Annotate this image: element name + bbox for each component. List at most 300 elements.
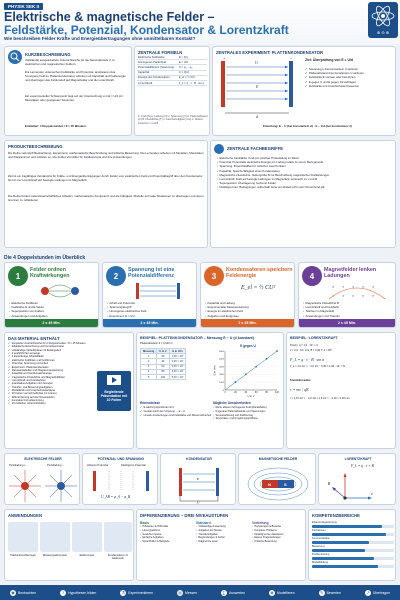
lesson-topic: • Spannungsbegriff (107, 305, 146, 309)
lesson-card-1[interactable] (4, 262, 99, 328)
diagram-label: ELEKTRISCHE FELDER (24, 457, 62, 461)
fach-item: • Kapazität: Speicherfähigkeit eines Kondensators. (217, 169, 330, 173)
erk-title: Erkenntnisse (140, 401, 161, 405)
measurement-table (140, 348, 186, 380)
svg-text:×: × (362, 293, 365, 298)
diagram-label: POTENZIAL UND SPANNUNG (97, 457, 145, 461)
anwendung-item: Massenspektrometer (42, 554, 68, 557)
process-step (177, 590, 197, 596)
kompetenz-bar (312, 533, 394, 536)
diff-item: • Aufgaben auf Niveau (196, 529, 250, 533)
experiment-title: ZENTRALES EXPERIMENT: PLATTENKONDENSATOR (216, 50, 324, 55)
fach-item: • Lorentzkraft: Kraft auf bewegte Ladungen im Magnetfeld, senkrecht zu v und B. (217, 177, 330, 181)
kompetenz-bar (312, 565, 394, 568)
lesson-topics (107, 301, 146, 318)
x-tick-label: 100 (275, 391, 279, 395)
lesson-topic: • Lorentzkraft und Kreisbahn (303, 305, 340, 309)
formula-row (137, 80, 207, 85)
fach-item: • Elektrische Feldstärke: Kraft pro positiver Probeladung im Raum. (217, 156, 330, 160)
material-item: ✔ Potenzial, Spannung und Arbeit (8, 362, 85, 365)
diff-item: • Hilfekarten & Hilfsmittel (140, 525, 194, 529)
table-cell: 2,00 × 10³ (169, 359, 186, 364)
kurz-foot: Enthalten: 4 Doppelstunden / 8 × 45 Minuten. (25, 124, 87, 128)
material-item: ✔ Kapazität und Kondensatorenergie (8, 372, 85, 375)
kompetenz-row (312, 537, 394, 544)
diagram-sub: Höheres Potenzial (87, 464, 109, 467)
lesson-topic: • Aufgaben und Ereignisse (205, 314, 249, 318)
north-label: N (268, 482, 271, 487)
d-label: d (256, 114, 258, 119)
material-item: ✔ quantitative Aufgaben mit Lösungen (8, 382, 85, 385)
produkt-title: PRODUKTBESCHREIBUNG (8, 144, 63, 149)
formula-value: F_L = q · v · B · sin α (178, 80, 207, 85)
lesson-card-2[interactable] (102, 262, 197, 328)
svg-text:×: × (332, 293, 335, 298)
lesson-topic: • Teilchen im Magnetfeld (303, 309, 340, 313)
south-label: S (284, 482, 287, 487)
kompetenz-fill (312, 557, 374, 560)
motor-icon (72, 522, 102, 552)
minus-label: − (290, 57, 293, 61)
kompetenz-label: Modellbildung (312, 560, 329, 564)
lesson-topic: • Experimentelle Datenauswertung (205, 305, 249, 309)
material-list (8, 342, 85, 406)
svg-text:×: × (352, 293, 355, 298)
material-item: ✔ elektrische Feldlinien und Feldformen (8, 359, 85, 362)
process-step-label: Beobachten (18, 590, 37, 595)
table-cell: 5 (141, 374, 157, 379)
lesson-number: 4 (302, 266, 322, 286)
y-tick-label: 2000 (219, 374, 224, 377)
y-tick-label: 1000 (219, 382, 224, 384)
capacitor-icon (169, 466, 229, 504)
formula-key: Homogenes Plattenfeld (137, 60, 178, 65)
capacitor-diagram (160, 453, 236, 505)
kompetenz-bar (312, 541, 394, 544)
lesson-topic: • Elektrische Feldlinien (9, 301, 47, 305)
diff-col-standard (196, 521, 250, 544)
formula-value: E = F/q (178, 55, 207, 60)
diff-item: • Komplexe Probleme (252, 529, 306, 533)
produkt-p3: Die Reihe fördert naturwissenschaftliches Arbeiten, mathematische Kompetenz und die Fähigkeit, Modelle auf reale Situationen zu übertragen und deren Grenzen zu reflektieren. (8, 194, 204, 202)
experiment-step: ✔ Plattenabstand d bei konstantem U variieren (305, 71, 364, 75)
kurz-title: KURZBESCHREIBUNG (25, 52, 71, 57)
table-cell: 4 (141, 369, 157, 374)
process-step-label: Übertragen (373, 590, 390, 595)
unc-item: • Sensorauflösung und Kalibrierung (213, 414, 267, 418)
kurz-p3: Ein experimenteller Schwerpunkt liegt auf der Untersuchung von E = U/d mit Messdaten oder geeigneten Sensoren. (25, 94, 123, 102)
diff-col-head: Standard (196, 521, 211, 525)
lesson-topic: • Superposition von Feldern (9, 309, 47, 313)
kurzbeschreibung-panel (4, 46, 132, 136)
kompetenz-row (312, 553, 394, 560)
svg-text:×: × (352, 284, 355, 289)
material-item: ✔ Lorentzkraft und Kreisbahnen (8, 379, 85, 382)
material-item: ✔ Modellkritik und Unsicherheitsanalyse (8, 389, 85, 392)
material-item: ✔ Transfer- und Bewertungsaufgaben (8, 386, 85, 389)
experiment-step: ✔ E gegen U und E gegen 1/d auftragen (305, 80, 364, 84)
unc-item: • Ungenaue Plattenabstände und Spannungen (213, 410, 267, 414)
beispiel-kondensator-panel (136, 332, 284, 449)
diff-title: DIFFERENZIERUNG – DREI NIVEAUSTUFEN (140, 513, 229, 518)
presentation-label: Begleitende Präsentation mit 10 Folien (100, 390, 128, 403)
x-tick-label: 80 (265, 391, 268, 395)
formula-key: Elektrische Feldstärke (137, 55, 178, 60)
header (0, 0, 400, 44)
potential-plates-icon (89, 469, 153, 493)
lesson-topic: • Experiment: E = U/d (107, 314, 146, 318)
y-tick-label: 3000 (219, 366, 224, 369)
kompetenz-label: Erkenntnisgewinnung (312, 521, 337, 524)
search-icon (8, 50, 22, 64)
beispiel2-given1: Proton: q = 1,6 · 10⁻¹⁹ C (290, 344, 319, 347)
fach-item: • Spannung: Potenzialdifferenz zwischen zwei Punkten. (217, 164, 330, 168)
experiment-step: ✔ Spannung U bei konstantem d variieren (305, 67, 364, 71)
potential-diagram (82, 453, 158, 505)
diagram-sub: Punktladung + (9, 464, 26, 467)
diff-col-vertiefung (252, 521, 306, 544)
magnetic-diagram (238, 453, 316, 505)
table-cell: 2 (141, 359, 157, 364)
kompetenz-fill (312, 565, 378, 568)
table-cell: 20 (157, 354, 169, 359)
beispiel-lorentz-panel (286, 332, 396, 449)
unc-list (213, 406, 267, 421)
cap-u-label: U (197, 500, 200, 504)
differenzierung-panel (136, 509, 306, 581)
diff-item: • Lösungsskizzen (140, 529, 194, 533)
svg-text:×: × (342, 284, 345, 289)
table-cell: 1 (141, 354, 157, 359)
formula-value: E_el = ½ CU² (178, 75, 207, 80)
material-item: ✔ Differenzierung auf drei Niveaustufen (8, 396, 85, 399)
field-lines-icon (30, 281, 90, 301)
plus-label: + (223, 57, 226, 61)
lesson-duration: 2 x 45 Min. (299, 319, 395, 327)
lesson-topic: • Arbeit und Potenzial (107, 301, 146, 305)
formula-key: Kapazität (137, 70, 178, 75)
anwendungen-panel (4, 509, 134, 581)
process-step (221, 590, 245, 596)
process-step-label: Experimentieren (128, 590, 153, 595)
experiment-goal: Ziel: Überprüfung von E = U/d (305, 58, 353, 62)
lesson-title: Magnetfelder lenken Ladungen (324, 267, 377, 279)
lesson-card-4[interactable] (298, 262, 396, 328)
table-cell: 1,00 × 10³ (169, 354, 186, 359)
diff-item: • Transferaufgaben (196, 533, 250, 537)
page-subtitle: Wie beschreiben Felder Kräfte und Energieübertragungen ohne unmittelbaren Kontakt? (4, 36, 196, 41)
table-cell: 60 (157, 364, 169, 369)
point-charge-icon (7, 468, 79, 504)
diff-item: • Diagramme lesen (196, 540, 250, 544)
fach-title: ZENTRALE FACHBEGRIFFE (227, 146, 284, 151)
process-step-label: Bewerten (326, 590, 341, 595)
diff-item: • Vollständige Auswertung (196, 525, 250, 529)
kompetenz-bar (312, 557, 394, 560)
formula-key: Potenzialdifferenz (Spannung) (137, 65, 178, 70)
anwendung-item: Elektromotor (79, 554, 95, 557)
diff-item: • Sprachhilfen & Beispiele (140, 540, 194, 544)
lesson-duration: 2 x 45 Min. (201, 319, 294, 327)
formula-key: Energie des Kondensators (137, 75, 178, 80)
table-cell: 80 (157, 369, 169, 374)
lorentz-result: F_L = 1,6·10⁻¹⁹ · 2,0·10⁶ · 0,30 = 1,96 · 10⁻¹³ N (290, 365, 345, 368)
material-item: ✔ magnetische Flussdichte und Magnetfeldlinien (8, 376, 85, 379)
erk-item: ✔ Gerade durch den Ursprung → E ~ U (140, 410, 211, 414)
magnetic-field-icon (327, 281, 387, 301)
formeln-title: ZENTRALE FORMELN (138, 50, 183, 55)
table-header: U in V (157, 349, 169, 354)
process-step-label: Auswerten (228, 590, 245, 595)
lesson-title: Kondensatoren speichern Feldenergie (226, 267, 293, 279)
diff-item: • Eigene Fragestellungen (252, 536, 306, 540)
lesson-title: Spannung ist eine Potenzialdifferenz (128, 267, 175, 279)
process-step-label: Messen (185, 590, 197, 595)
radius-result: r = 1,67·10⁻²⁷ · 2,0·10⁶ / 1,6·10⁻¹⁹ · 0,30 ≈ 4,18 mm (290, 397, 350, 400)
diagram-label: MAGNETISCHE FELDER (258, 457, 298, 461)
formula-table (137, 55, 207, 86)
produkt-p1: Die Reihe verknüpft Beobachtung, Experiment, mathematische Beschreibung und kritische Bewertung. Die Lernenden arbeiten mit Modellen, Messdaten und Diagrammen und erklären so, wie Felder Vermittler für Feldkonzepte und ihre Anwendungen. (8, 151, 204, 159)
svg-text:×: × (342, 293, 345, 298)
y-tick-label: 4000 (219, 358, 224, 361)
diff-item: • Begründungen & Fehler (196, 536, 250, 540)
formula-value: E = U/d (178, 60, 207, 65)
fach-item: • Superposition: Überlagerung mehrerer Felder. (217, 181, 330, 185)
material-item: ✔ 20 Karten Lernschnellmittel mit Lösung (8, 392, 85, 395)
electric-field-diagram (4, 453, 80, 505)
kompetenz-list (312, 521, 394, 569)
lesson-topic: • Magnetische Flussdichte B (303, 301, 340, 305)
lesson-card-3[interactable] (200, 262, 295, 328)
x-tick-label: 0 (224, 391, 226, 395)
plate-capacitor-diagram (217, 57, 301, 119)
table-row (141, 374, 186, 379)
lesson-topic: • Homogenes elektrisches Feld (107, 309, 146, 313)
level-tag: PHYSIK SEK II (4, 3, 43, 10)
produkt-panel (4, 140, 208, 248)
table-header: E in V/m (169, 349, 186, 354)
unc-title: Mögliche Unsicherheiten (213, 401, 251, 405)
experiment-expectation: Erwartung: E ~ U (bei konstantem d) · E ~ 1/d (bei konstantem U) (263, 124, 352, 128)
cap-e-label: E (197, 477, 200, 481)
x-axis-label: U in V (247, 395, 255, 398)
lesson-topics (205, 301, 249, 318)
process-step-icon: ▤ (178, 589, 182, 595)
erk-item: ✔ Lineare Auswertungen sind Feldstärke und Messunsicherheit (140, 414, 211, 418)
kompetenz-row (312, 561, 394, 568)
fach-item: • Modellgrenzen: Bedingungen, außerhalb derer ein Modell nicht mehr hinreichend gilt. (217, 185, 330, 189)
lesson-duration: 2 x 45 Min. (103, 319, 196, 327)
kompetenz-panel (308, 509, 396, 581)
data-point (235, 381, 237, 383)
svg-text:×: × (332, 284, 335, 289)
material-item: ✔ komplette Unterrichtsreihe für 4 Doppelstunden / 8 × 45 Minuten (8, 342, 85, 345)
process-step-label: Hypothesen bilden (68, 590, 97, 595)
kompetenz-fill (312, 541, 369, 544)
process-step (365, 590, 390, 596)
experiment-step: ✔ Feldstärke und Unsicherheiten bewerten (305, 84, 364, 88)
spectrometer-icon (40, 522, 70, 552)
material-item: ✔ 4 kopierfertige Arbeitsblätter (8, 355, 85, 358)
y-tick-label: 0 (222, 389, 224, 392)
process-footer (0, 585, 400, 600)
anwendung-item: Teilchenbeschleuniger (10, 554, 36, 557)
kompetenz-label: Problemlösung (312, 552, 330, 556)
page-title: Elektrische & magnetische Felder – (4, 10, 215, 24)
experiment-steps (305, 67, 364, 88)
experiment-panel (212, 46, 396, 136)
data-point (276, 350, 278, 352)
fach-list (217, 156, 330, 190)
lesson-topics (9, 301, 47, 318)
diff-col-head: Vertiefung (252, 521, 269, 525)
overview-title: Die 4 Doppelstunden im Überblick (4, 255, 86, 261)
material-item: ✔ didaktische Einordnung und Kompetenzraster (8, 345, 85, 348)
process-step-icon: ⚗ (121, 589, 126, 595)
formula-value: U = φ₁ − φ₂ (178, 65, 207, 70)
data-point (266, 358, 268, 360)
process-step (60, 590, 96, 596)
erk-item: ✔ E wächst proportional mit U (140, 406, 211, 410)
kurz-p2: Die Lernenden untersuchen Feldstärke und Potenzial, analysieren das homogene Feld im Plattenkondensator, arbeiten mit Kapazität und Feldenergie und übertragen das Feldmodell auf Magnetfelder und die Lorentzkraft. (25, 70, 126, 82)
lesson-topic: • Energie im elektrischen Feld (205, 309, 249, 313)
process-step (319, 590, 341, 596)
beispiel1-title: BEISPIEL: PLATTENKONDENSATOR – Messung E ~ U (d konstant) (140, 336, 254, 340)
lesson-topics (303, 301, 340, 318)
diagram-formula: U_AB = φ_A − φ_B (101, 495, 131, 499)
e-label: E (256, 84, 259, 89)
produkt-p2: Ziel ist ein tragfähiges Verständnis für Kräfte- und Energieübertragungen durch Felder vom elektrischen Feld und Potenzialbegriff über den Kondensator bis hin zur Lorentzkraft auf bewegte Ladungen im Magnetfeld. (8, 174, 203, 182)
chart-title: E gegen U (240, 344, 256, 348)
atom-logo-icon (368, 2, 398, 38)
kurz-p1: Vollständig ausgearbeitete Unterrichtsreihe für die Sekundarstufe II zu elektrischen und magnetischen Feldern. (25, 58, 115, 66)
v-label: v (371, 492, 373, 496)
e-vs-u-chart (213, 348, 281, 398)
diagram-formula: F_L = q · v × B (351, 464, 374, 468)
formula-value: C = Q/U (178, 70, 207, 75)
lesson-title: Felder ordnen Kraftwirkungen (30, 267, 70, 279)
x-tick-label: 20 (234, 391, 237, 395)
kompetenz-bar (312, 549, 394, 552)
diff-item: • Gestufte Impulse (140, 533, 194, 537)
material-item: ✔ vollständige Verlaufspläne mit Zeitangaben (8, 349, 85, 352)
kreis-label: Kreisbahnradius: (290, 379, 312, 382)
kompetenz-fill (312, 533, 386, 536)
table-cell: 4,00 × 10³ (169, 369, 186, 374)
kompetenz-row (312, 521, 394, 528)
diff-item: • Kritische Bewertung (252, 540, 306, 544)
presentation-badge[interactable] (97, 371, 131, 411)
process-step-label: Modellieren (277, 590, 295, 595)
formeln-panel (134, 46, 210, 136)
y-axis-label: E in V/m (213, 365, 217, 376)
lesson-topic: • Anwendungen und Transfer (303, 314, 340, 318)
y-tick-label: 5000 (219, 350, 224, 353)
lesson-topic: • Anwendungen und Aufgaben (9, 314, 47, 318)
table-cell: 40 (157, 359, 169, 364)
unc-item: • Temperatur- und Umgebungseinflüsse (213, 417, 267, 421)
erk-list (140, 406, 211, 417)
svg-text:×: × (372, 293, 375, 298)
radius-formula: r = mv / qB (290, 387, 309, 392)
beispiel2-given2: v = 2,0 · 10⁶ m/s, B = 0,30 T, α = 90° (290, 349, 332, 352)
diagram-label: LORENTZKRAFT (344, 457, 372, 461)
beispiel1-given: Plattenabstand: d = 0,020 m (140, 342, 173, 345)
x-tick-label: 60 (254, 391, 258, 395)
svg-text:×: × (362, 284, 365, 289)
process-step-icon: ✎ (319, 589, 324, 595)
process-step-icon: ∑ (222, 589, 226, 595)
process-step (120, 590, 153, 596)
lesson-number: 2 (106, 266, 126, 286)
b-label: B (328, 482, 331, 486)
lorentz-diagram (318, 453, 396, 505)
diagram-label: KONDENSATOR (186, 457, 212, 461)
lesson-topic: • Feldstärke E und E-Vektor (9, 305, 47, 309)
fachbegriffe-panel (210, 140, 396, 248)
kompetenz-fill (312, 549, 365, 552)
diagram-sub: Punktladung − (47, 464, 64, 467)
fit-line (222, 351, 277, 392)
kompetenz-fill (312, 525, 382, 528)
diff-col-head: Basis (140, 521, 150, 525)
kompetenz-label: Kommunikation (312, 536, 330, 540)
kompetenz-bar (312, 525, 394, 528)
table-cell: 3,00 × 10³ (169, 364, 186, 369)
data-point (245, 374, 247, 376)
svg-text:×: × (372, 284, 375, 289)
process-step (10, 590, 36, 596)
lorentz-formula: F_L = q · v · B · sin α (290, 357, 325, 362)
kompetenz-title: KOMPETENZBEREICHE (312, 513, 360, 518)
process-step-icon: ↗ (366, 589, 370, 595)
svg-text:⊕ ⊖ ⊕: ⊕ ⊖ ⊕ (376, 30, 390, 35)
diagram-sub: Niedrigeres Potenzial (121, 464, 146, 467)
material-item: ✔ 10 zeitlichen Unterrichtsfolien (8, 402, 85, 405)
kompetenz-label: Bewertung (312, 544, 325, 548)
kompetenz-row (312, 545, 394, 552)
experiment-step: ✔ Feldstärke E messen oder berechnen (305, 75, 364, 79)
process-step-icon: ◉ (11, 589, 15, 595)
table-header: Messung (141, 349, 157, 354)
x-tick-label: 40 (244, 391, 248, 395)
capacitor-field-icon (128, 281, 188, 301)
lesson-number: 1 (8, 266, 28, 286)
anwendung-title: ANWENDUNGEN (8, 513, 42, 518)
process-step (269, 590, 295, 596)
diff-col-basis (140, 521, 194, 544)
beispiel2-title: BEISPIEL: LORENTZKRAFT (290, 336, 338, 340)
lesson-duration: 2 x 45 Min. (5, 319, 98, 327)
vector-triad-icon (323, 470, 393, 504)
material-panel (4, 332, 134, 449)
lesson-topic: • Kapazität und Ladung (205, 301, 249, 305)
book-icon (214, 144, 224, 154)
page-title-2: Feldstärke, Potenzial, Kondensator & Lorentzkraft (4, 23, 289, 37)
material-item: ✔ Experiment: Plattenkondensator (8, 366, 85, 369)
material-item: ✔ kompakte Formelsammlung (8, 399, 85, 402)
diff-item: • Einfache Aufgaben (140, 536, 194, 540)
lesson-number: 3 (204, 266, 224, 286)
data-point (255, 366, 257, 368)
fach-item: • Magnetische Flussdichte: Vektorgröße B zur Beschreibung magnetischer Kraftwirkungen. (217, 173, 330, 177)
table-cell: 5,00 × 10³ (169, 374, 186, 379)
process-step-icon: ? (62, 589, 65, 595)
material-item: ✔ 3 ausführliche Lernwege (8, 352, 85, 355)
play-icon (106, 374, 122, 388)
fach-item: • Potenzial: Potenzielle elektrische Energie pro Ladung relativ zu einem Bezugspunkt. (217, 160, 330, 164)
u-label: U (255, 60, 258, 65)
